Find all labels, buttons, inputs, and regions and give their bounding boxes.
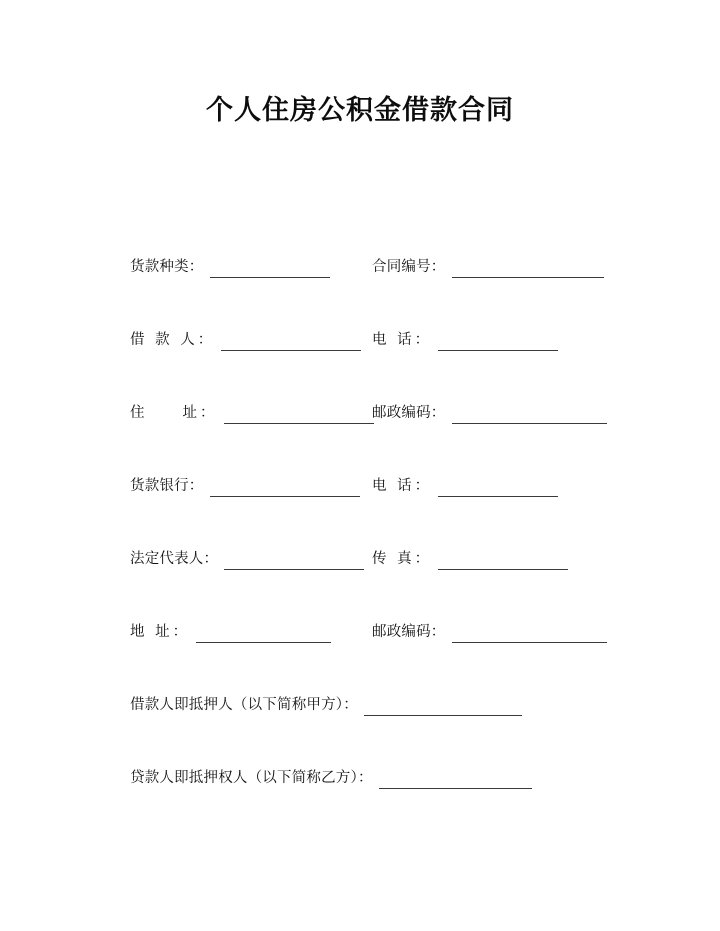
field-label: 传 真： bbox=[372, 551, 433, 567]
form-row bbox=[0, 255, 720, 328]
page-title: 个人住房公积金借款合同 bbox=[206, 95, 514, 127]
field-party-a bbox=[130, 693, 522, 716]
form-row bbox=[0, 693, 720, 766]
borrower-postcode-input-rule[interactable] bbox=[452, 401, 607, 424]
bank-postcode-input-rule[interactable] bbox=[452, 620, 607, 643]
form-row bbox=[0, 547, 720, 620]
field-label: 借 款 人： bbox=[130, 332, 216, 348]
field-label: 借款人即抵押人（以下简称甲方）： bbox=[130, 697, 358, 713]
field-borrower bbox=[130, 328, 361, 351]
borrower-address-input-rule[interactable] bbox=[224, 401, 374, 424]
field-label: 货款种类： bbox=[130, 259, 204, 275]
field-label: 地 址： bbox=[130, 624, 191, 640]
field-label: 住 址： bbox=[130, 405, 218, 421]
form-row bbox=[0, 620, 720, 693]
field-bank-address bbox=[130, 620, 331, 643]
form-row bbox=[0, 766, 720, 839]
field-loan-type bbox=[130, 255, 330, 278]
field-bank-postcode bbox=[372, 620, 607, 643]
field-contract-number bbox=[372, 255, 604, 278]
legal-representative-input-rule[interactable] bbox=[224, 547, 364, 570]
field-bank-phone bbox=[372, 474, 558, 497]
contract-header-form bbox=[0, 255, 720, 839]
field-legal-representative bbox=[130, 547, 364, 570]
field-label: 合同编号： bbox=[372, 259, 446, 275]
form-row bbox=[0, 474, 720, 547]
loan-type-input-rule[interactable] bbox=[210, 255, 330, 278]
party-a-input-rule[interactable] bbox=[364, 693, 522, 716]
party-b-input-rule[interactable] bbox=[379, 766, 532, 789]
field-label: 电 话： bbox=[372, 478, 433, 494]
contract-number-input-rule[interactable] bbox=[452, 255, 604, 278]
form-row bbox=[0, 328, 720, 401]
field-borrower-postcode bbox=[372, 401, 607, 424]
field-borrower-address bbox=[130, 401, 374, 424]
field-fax bbox=[372, 547, 568, 570]
field-label: 邮政编码： bbox=[372, 624, 446, 640]
field-lending-bank bbox=[130, 474, 360, 497]
field-borrower-phone bbox=[372, 328, 558, 351]
bank-address-input-rule[interactable] bbox=[196, 620, 331, 643]
field-party-b bbox=[130, 766, 532, 789]
field-label: 法定代表人： bbox=[130, 551, 219, 567]
borrower-input-rule[interactable] bbox=[221, 328, 361, 351]
lending-bank-input-rule[interactable] bbox=[210, 474, 360, 497]
fax-input-rule[interactable] bbox=[438, 547, 568, 570]
field-label: 贷款人即抵押权人（以下简称乙方）： bbox=[130, 770, 373, 786]
bank-phone-input-rule[interactable] bbox=[438, 474, 558, 497]
field-label: 邮政编码： bbox=[372, 405, 446, 421]
field-label: 货款银行： bbox=[130, 478, 204, 494]
field-label: 电 话： bbox=[372, 332, 433, 348]
form-row bbox=[0, 401, 720, 474]
borrower-phone-input-rule[interactable] bbox=[438, 328, 558, 351]
